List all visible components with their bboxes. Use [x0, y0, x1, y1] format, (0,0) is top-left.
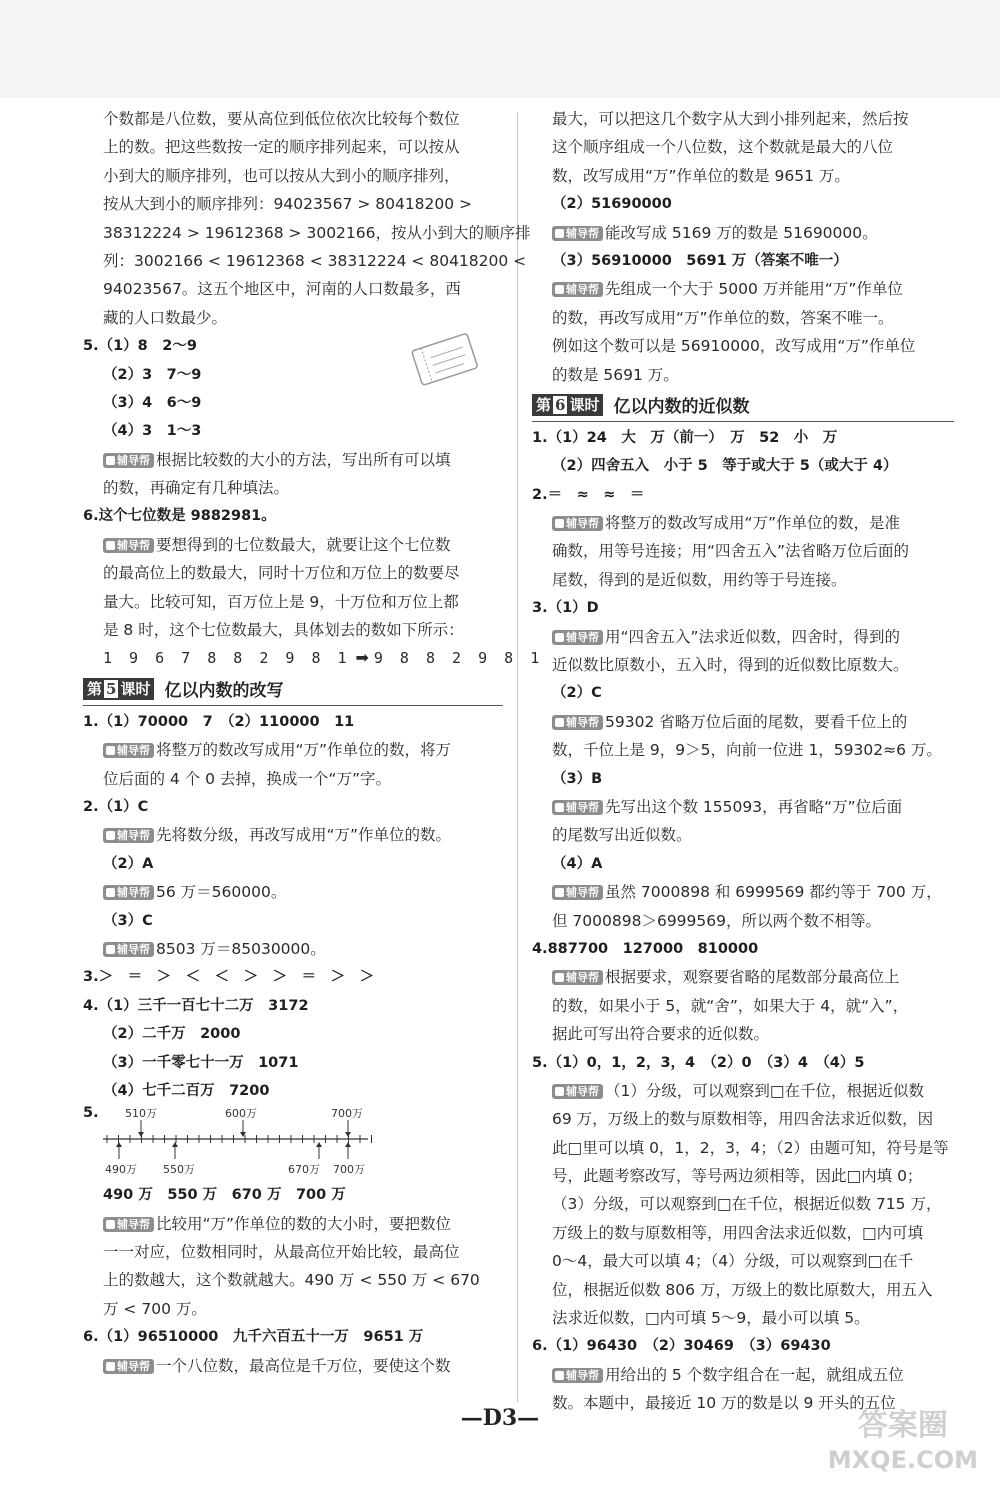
help-tag: 辅导帮	[552, 715, 603, 730]
help-line: 辅导帮 根据要求，观察要省略的尾数部分最高位上	[532, 963, 954, 991]
answer-line: 6.（1）96510000 九千六百五十一万 9651 万	[83, 1329, 424, 1346]
book-icon	[555, 718, 564, 727]
answer-line: （3）B	[552, 770, 603, 787]
text-line: 个数都是八位数，要从高位到低位依次比较每个数位	[103, 110, 460, 128]
help-line: 数，千位上是 9，9＞5，向前一位进 1，59302≈6 万。	[552, 741, 942, 760]
help-line: 是 8 时，这个七位数最大，具体划去的数如下所示：	[103, 621, 464, 640]
number-line-svg	[83, 1105, 503, 1185]
help-tag: 辅导帮	[552, 885, 603, 900]
help-line: 69 万，万级上的数与原数相等，用四舍法求近似数，因	[552, 1110, 934, 1129]
help-line: 量大。比较可知，百万位上是 9，十万位和万位上都	[103, 592, 459, 611]
answer-line: 5.（1）8 2～9	[83, 338, 197, 355]
answer-line: （3）C	[103, 912, 153, 929]
answer-line: 3.＞ ＝ ＞ ＜ ＜ ＞ ＞ ＝ ＞ ＞	[83, 969, 375, 986]
answer-line: 4.887700 127000 810000	[532, 940, 759, 957]
answer-line: （2）3 7～9	[103, 366, 202, 383]
help-line: 确数，用等号连接；用“四舍五入”法省略万位后面的	[552, 542, 910, 561]
help-tag: 辅导帮	[552, 226, 603, 241]
book-icon	[106, 888, 115, 897]
top-arrowhead	[138, 1132, 144, 1137]
help-line: 号，此题考察改写，等号两边须相等，因此□内填 0；	[552, 1167, 923, 1186]
book-icon	[106, 1220, 115, 1229]
book-icon	[555, 519, 564, 528]
text-line: 数，改写成用“万”作单位的数是 9651 万。	[552, 166, 850, 185]
help-tag: 辅导帮	[103, 885, 154, 900]
bottom-label: 550万	[163, 1163, 195, 1177]
help-tag: 辅导帮	[552, 1368, 603, 1383]
help-line: 的尾数写出近似数。	[552, 826, 692, 845]
help-line: 辅导帮 比较用“万”作单位的数的大小时，要把数位	[83, 1210, 503, 1238]
book-icon	[555, 285, 564, 294]
answer-line: 5.（1）0，1，2，3，4 （2）0 （3）4 （4）5	[532, 1054, 865, 1071]
book-icon	[555, 888, 564, 897]
text-line: 这个顺序组成一个八位数，这个数就是最大的八位	[552, 138, 894, 157]
answer-line: 6.这个七位数是 9882981。	[83, 508, 276, 525]
answer-line: （3）4 6～9	[103, 394, 202, 411]
help-tag: 辅导帮	[552, 282, 603, 297]
help-line: 辅导帮 将整万的数改写成用“万”作单位的数，是准	[532, 509, 954, 537]
answer-line: （2）A	[103, 855, 154, 872]
help-line: 的数，如果小于 5，就“舍”，如果大于 4，就“入”，	[552, 996, 909, 1015]
help-line: 尾数，得到的是近似数，用约等于号连接。	[552, 570, 847, 589]
help-tag: 辅导帮	[103, 743, 154, 758]
answer-line: （4）A	[552, 855, 603, 872]
watermark-logo: 答案圈 MXQE.COM	[827, 1408, 978, 1474]
answer-line: 3.（1）D	[532, 600, 599, 617]
help-tag: 辅导帮	[103, 453, 154, 468]
number-line-figure	[83, 1105, 503, 1195]
help-line: 辅导帮 先将数分级，再改写成用“万”作单位的数。	[83, 821, 503, 849]
text-line: 最大，可以把这几个数字从大到小排列起来，然后按	[552, 110, 909, 128]
book-icon	[106, 456, 115, 465]
help-line: 近似数比原数小，五入时，得到的近似数比原数大。	[552, 656, 909, 675]
help-line: 的最高位上的数最大，同时十万位和万位上的数要尽	[103, 564, 460, 583]
answer-line: （4）七千二百万 7200	[103, 1082, 270, 1099]
text-line: 按从大到小的顺序排列：94023567 > 80418200 >	[103, 195, 473, 214]
help-line: 的数，再改写成用“万”作单位的数，答案不唯一。	[552, 308, 894, 327]
book-icon	[106, 1362, 115, 1371]
help-tag: 辅导帮	[552, 1084, 603, 1099]
help-tag: 辅导帮	[103, 538, 154, 553]
text-line: 94023567。这五个地区中，河南的人口数最多，西	[103, 280, 461, 299]
help-line: 辅导帮 用给出的 5 个数字组合在一起，就组成五位	[532, 1361, 954, 1389]
text-line: 38312224 > 19612368 > 3002166，按从小到大的顺序排	[103, 223, 531, 242]
help-line: 辅导帮 虽然 7000898 和 6999569 都约等于 700 万，	[532, 878, 954, 906]
help-line: （3）分级，可以观察到□在千位，根据近似数 715 万，	[552, 1195, 942, 1214]
help-line: 辅导帮 59302 省略万位后面的尾数，要看千位上的	[532, 708, 954, 736]
help-line: 0～4，最大可以填 4；（4）分级，可以观察到□在千	[552, 1252, 914, 1271]
book-icon	[555, 1371, 564, 1380]
text-line: 上的数。把这些数按一定的顺序排列起来，可以按从	[103, 138, 460, 157]
answer-line: （2）C	[552, 685, 602, 702]
bottom-arrowhead	[172, 1142, 178, 1147]
help-tag: 辅导帮	[552, 516, 603, 531]
help-line: 辅导帮 根据比较数的大小的方法，写出所有可以填	[83, 446, 503, 474]
bottom-label: 700万	[333, 1163, 365, 1177]
text-line: 藏的人口数最少。	[103, 308, 228, 327]
struck-digits-line	[83, 644, 544, 672]
answer-line: （2）二千万 2000	[103, 1026, 241, 1043]
top-label: 510万	[125, 1107, 157, 1121]
help-tag: 辅导帮	[103, 1217, 154, 1232]
top-band	[0, 0, 1000, 98]
answer-line: 4.（1）三千一百七十二万 3172	[83, 997, 309, 1014]
bottom-arrowhead	[316, 1142, 322, 1147]
help-line: 据此可写出符合要求的近似数。	[552, 1025, 770, 1044]
bottom-arrowhead	[116, 1142, 122, 1147]
help-line: 辅导帮 8503 万＝85030000。	[83, 935, 503, 963]
book-icon	[555, 633, 564, 642]
help-line: 此□里可以填 0，1，2，3，4；（2）由题可知，符号是等	[552, 1138, 949, 1157]
answer-line: 2.＝ ≈ ≈ ＝	[532, 486, 645, 503]
top-label: 600万	[225, 1107, 257, 1121]
answer-line: 1.（1）70000 7 （2）110000 11	[83, 713, 355, 730]
answer-line: （4）3 1～3	[103, 423, 202, 440]
help-line: 辅导帮 先写出这个数 155093，再省略“万”位后面	[532, 793, 954, 821]
book-icon	[555, 803, 564, 812]
book-icon	[106, 746, 115, 755]
book-icon	[106, 945, 115, 954]
page-number: —D3—	[460, 1405, 540, 1431]
help-line: 万 < 700 万。	[103, 1299, 207, 1318]
help-line: 辅导帮 将整万的数改写成用“万”作单位的数，将万	[83, 736, 503, 764]
help-line: 数。本题中，最接近 10 万的数是以 9 开头的五位	[552, 1394, 896, 1413]
top-arrowhead	[345, 1132, 351, 1137]
answer-line: （2）四舍五入 小于 5 等于或大于 5（或大于 4）	[552, 458, 898, 475]
help-tag: 辅导帮	[552, 970, 603, 985]
help-line: 的数是 5691 万。	[552, 365, 679, 384]
help-line: 辅导帮 要想得到的七位数最大，就要让这个七位数	[83, 531, 503, 559]
struck-digits: 1 9 6 7 8 8 2 9 8 1	[103, 649, 351, 668]
lesson-header-6	[532, 393, 954, 422]
answer-line: 1.（1）24 大 万（前一） 万 52 小 万	[532, 429, 838, 446]
top-label: 700万	[331, 1107, 363, 1121]
answer-line: （3）56910000 5691 万（答案不唯一）	[552, 252, 848, 269]
help-tag: 辅导帮	[552, 630, 603, 645]
book-icon	[106, 831, 115, 840]
help-line: 辅导帮 用“四舍五入”法求近似数，四舍时，得到的	[532, 623, 954, 651]
help-line: 位，根据近似数 806 万，万级上的数比原数大，用五入	[552, 1280, 933, 1299]
answer-line: 490 万 550 万 670 万 700 万	[103, 1187, 346, 1204]
help-line: 法求近似数，□内可填 5～9，最小可以填 5。	[552, 1309, 870, 1328]
left-column	[83, 105, 544, 1380]
lesson-title: 亿以内数的改写	[164, 680, 284, 701]
help-line: 位后面的 4 个 0 去掉，换成一个“万”字。	[103, 769, 391, 788]
help-tag: 辅导帮	[103, 942, 154, 957]
lesson-title: 亿以内数的近似数	[613, 396, 750, 417]
help-line: 一一对应，位数相同时，从最高位开始比较，最高位	[103, 1243, 460, 1262]
help-line: 上的数越大，这个数就越大。490 万 < 550 万 < 670	[103, 1271, 480, 1290]
help-tag: 辅导帮	[103, 828, 154, 843]
help-line: 辅导帮 先组成一个大于 5000 万并能用“万”作单位	[532, 275, 954, 303]
lesson-badge: 第 6 课时	[532, 394, 603, 416]
help-tag: 辅导帮	[103, 1359, 154, 1374]
answer-line: 6.（1）96430 （2）30469 （3）69430	[532, 1338, 831, 1355]
help-line: 辅导帮 一个八位数，最高位是千万位，要使这个数	[83, 1352, 503, 1380]
text-line: 列：3002166 < 19612368 < 38312224 < 80418200 <	[103, 251, 527, 270]
lesson-badge: 第 5 课时	[83, 678, 154, 700]
lesson-header-5	[83, 677, 503, 706]
arrow-right-icon: ➡	[355, 648, 369, 668]
help-line: 辅导帮 能改写成 5169 万的数是 51690000。	[532, 219, 954, 247]
result-digits: 9 8 8 2 9 8 1	[373, 649, 544, 668]
help-line: 但 7000898＞6999569，所以两个数不相等。	[552, 911, 881, 930]
help-tag: 辅导帮	[552, 800, 603, 815]
book-icon	[555, 229, 564, 238]
help-line: 万级上的数与原数相等，用四舍法求近似数，□内可填	[552, 1223, 924, 1242]
text-line: 小到大的顺序排列，也可以按从大到小的顺序排列，	[103, 166, 460, 185]
bottom-label: 490万	[105, 1163, 137, 1177]
column-divider	[517, 112, 518, 1402]
bottom-label: 670万	[288, 1163, 320, 1177]
question-number: 5.	[83, 1105, 99, 1122]
book-icon	[555, 973, 564, 982]
answer-line: （2）51690000	[552, 196, 672, 213]
answer-line: （3）一千零七十一万 1071	[103, 1054, 299, 1071]
book-icon	[555, 1087, 564, 1096]
book-icon	[106, 541, 115, 550]
bottom-arrowhead	[345, 1142, 351, 1147]
help-line: 辅导帮 56 万＝560000。	[83, 878, 503, 906]
help-line: 的数，再确定有几种填法。	[103, 479, 290, 498]
help-line: 例如这个数可以是 56910000，改写成用“万”作单位	[552, 337, 916, 356]
answer-line: 2.（1）C	[83, 798, 149, 815]
right-column	[532, 105, 954, 1418]
help-line: 辅导帮 （1）分级，可以观察到□在千位，根据近似数	[532, 1077, 954, 1105]
